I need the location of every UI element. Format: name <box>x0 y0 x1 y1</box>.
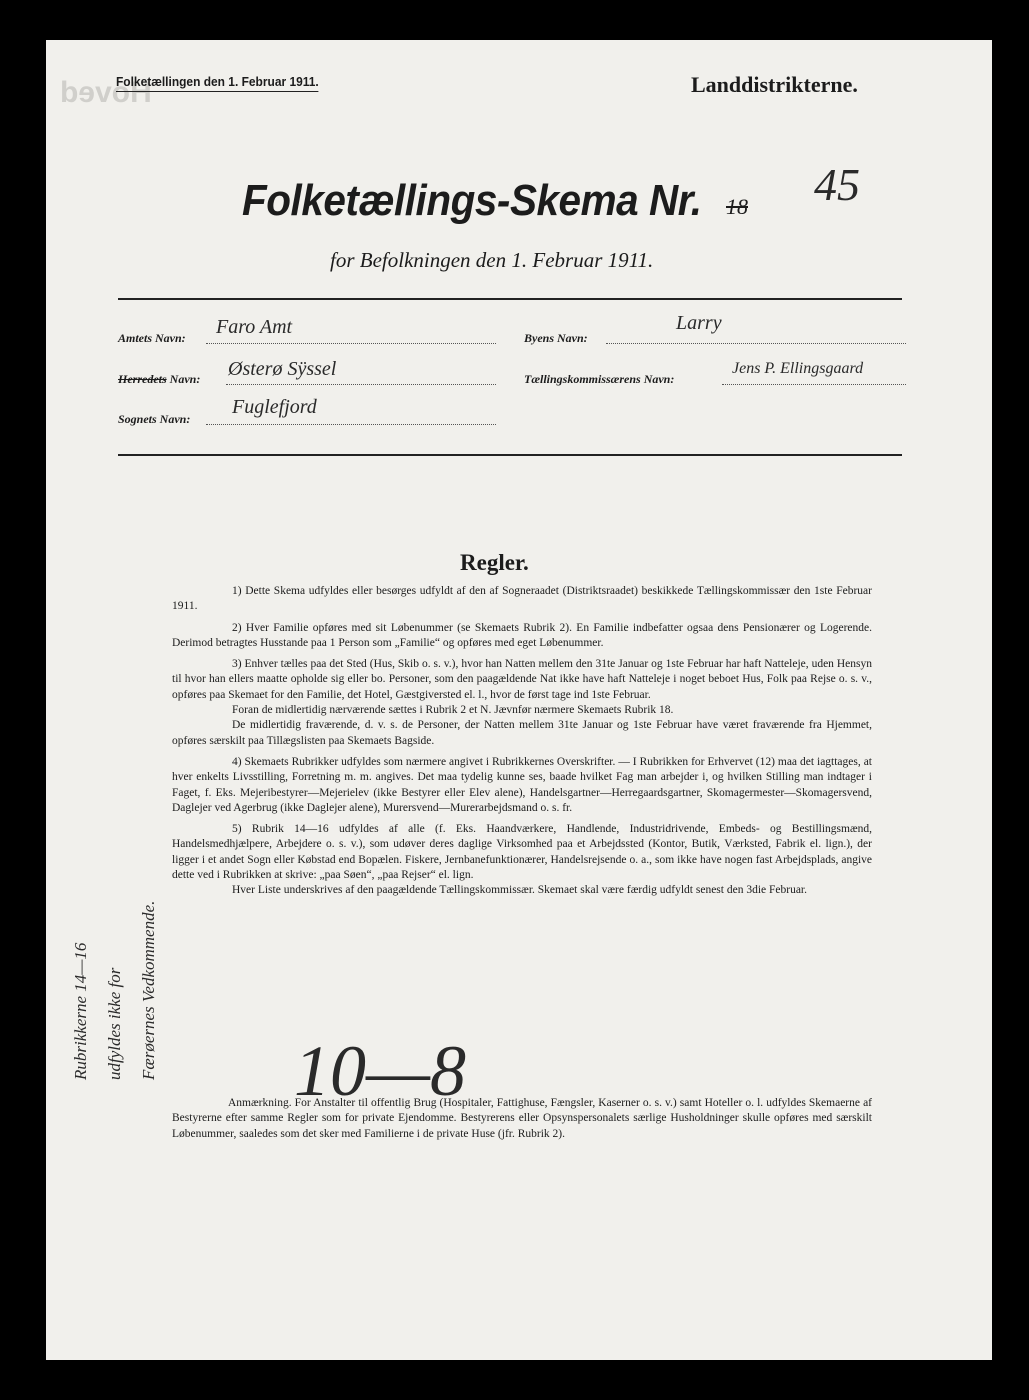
rule-3: 3) Enhver tælles paa det Sted (Hus, Skib o. s. v.), hvor han Natten mellem den 31te Januar og 1ste Februar har haft Natteleje, uden Hensyn til hvor han ellers maatte opholde sig eller bo. Personer, som den paagældende Nat ikke have haft Natteleje i noget beboet Hus, Folk paa Rejse o. s. v., opføres paa Skemaet for den Familie, det Hotel, Gæstgiversted el. l., hvor de først tage ind 1ste Februar. <box>172 658 872 701</box>
herred-struck-word: Herredets <box>118 372 167 386</box>
amt-dotted-line <box>206 342 496 344</box>
herred-label <box>118 372 200 387</box>
kommissaer-dotted-line <box>722 383 906 385</box>
kommissaer-label: Tællingskommissærens Navn: <box>524 372 675 386</box>
mirrored-stamp-text: Hoved <box>60 76 152 109</box>
herred-dotted-line <box>226 383 496 385</box>
amt-value: Faro Amt <box>216 316 293 338</box>
form-title: Folketællings-Skema Nr. <box>242 176 702 225</box>
byen-value: Larry <box>676 312 722 334</box>
rules-heading: Regler. <box>460 550 529 575</box>
sogn-value: Fuglefjord <box>232 396 317 418</box>
handwritten-form-number: 45 <box>814 159 860 210</box>
annotation-note <box>172 1096 872 1142</box>
rule-5: 5) Rubrik 14—16 udfyldes af alle (f. Eks. Haandværkere, Handlende, Industridrivende, Embeds- og Bestillingsmænd, Handelsmedhjælpere, Arbejdere o. s. v.), som udøver deres daglige Virksomhed paa et Arbejdssted (Kontor, Butik, Værksted, Fabrik el. lign.), der ligger i et andet Sogn eller Købstad end Bopælen. Fiskere, Jernbanefunktionærer, Handelsrejsende o. a., som ikke have nogen fast Arbejdsplads, angive dette ved i Rubrikken at skrive: „paa Søen“, „paa Rejser“ el. lign. <box>172 823 872 882</box>
rules-body <box>172 584 872 905</box>
rule-3-foran: Foran de midlertidig nærværende sættes i Rubrik 2 et N. Jævnfør nærmere Skemaets Rubrik 18. <box>232 704 674 717</box>
note-label: Anmærkning. <box>228 1097 292 1109</box>
sogn-label: Sognets Navn: <box>118 412 191 426</box>
side-note-line-3: Færøernes Vedkommende. <box>139 900 158 1080</box>
struck-form-number: 18 <box>726 194 748 219</box>
note-text: For Anstalter til offentlig Brug (Hospitaler, Fattighuse, Fængsler, Kaserner o. s. v.) samt Hoteller o. l. udfyldes Skemaerne af Bestyrerne efter samme Regler som for private Ejendomme. Bestyrerens eller Opsynspersonalets særlige Husholdninger skulle opføres med særskilt Løbenummer, saaledes som det sker med Familierne i de private Huse (jfr. Rubrik 2). <box>172 1097 873 1140</box>
handwritten-side-note <box>64 860 164 1080</box>
fields-bottom-divider <box>118 454 902 456</box>
census-form-page <box>46 40 992 1360</box>
kommissaer-value: Jens P. Ellingsgaard <box>732 360 864 377</box>
form-subtitle: for Befolkningen den 1. Februar 1911. <box>330 248 654 272</box>
top-divider <box>118 298 902 300</box>
side-note-line-2: udfyldes ikke for <box>105 967 124 1080</box>
handwritten-count-mark: 10—8 <box>294 1031 467 1111</box>
sogn-dotted-line <box>206 423 496 425</box>
byen-label: Byens Navn: <box>524 331 588 345</box>
district-type-header: Landdistrikterne. <box>691 72 858 97</box>
rule-2: 2) Hver Familie opføres med sit Løbenummer (se Skemaets Rubrik 2). En Familie indbefatter ogsaa dens Pensionærer og Logerende. Derimod betragtes Husstande paa 1 Person som „Familie“ og opføres med eget Løbenummer. <box>172 621 872 649</box>
byen-dotted-line <box>606 342 906 344</box>
rule-3-fravaerende: De midlertidig fraværende, d. v. s. de Personer, der Natten mellem 31te Januar og 1ste Februar have været fraværende fra Hjemmet, opføres særskilt paa Tillægslisten paa Skemaets Bagside. <box>172 719 872 747</box>
herred-label-text: Navn: <box>169 372 201 386</box>
rule-4: 4) Skemaets Rubrikker udfyldes som nærmere angivet i Rubrikkernes Overskrifter. — I Rubrikken for Erhvervet (12) maa det iagttages, at hver enkelts Livsstilling, Forretning m. m. angives. Det maa tydelig kunne ses, baade hvilket Fag man arbejder i, og hvilken Stilling man indtager i Faget, f. Eks. Mejeribestyrer—Mejerielev (ikke Bestyrer eller Elev alene), Handelsgartner—Herregaardsgartner, Skomagermester—Skomagersvend, Daglejer ved Agerbrug (ikke Daglejer alene), Murersvend—Murerarbejdsmand o. s. fr. <box>172 755 872 814</box>
rule-1: 1) Dette Skema udfyldes eller besørges udfyldt af den af Sogneraadet (Distriktsraadet) beskikkede Tællingskommissær den 1ste Februar 1911. <box>172 585 872 613</box>
amt-label: Amtets Navn: <box>118 331 186 345</box>
census-date-header: Folketællingen den 1. Februar 1911. <box>116 74 319 92</box>
herred-value: Østerø Sÿssel <box>228 358 337 380</box>
side-note-line-1: Rubrikkerne 14—16 <box>71 942 90 1080</box>
rule-6: Hver Liste underskrives af den paagældende Tællingskommissær. Skemaet skal være færdig udfyldt senest den 3die Februar. <box>232 884 807 897</box>
